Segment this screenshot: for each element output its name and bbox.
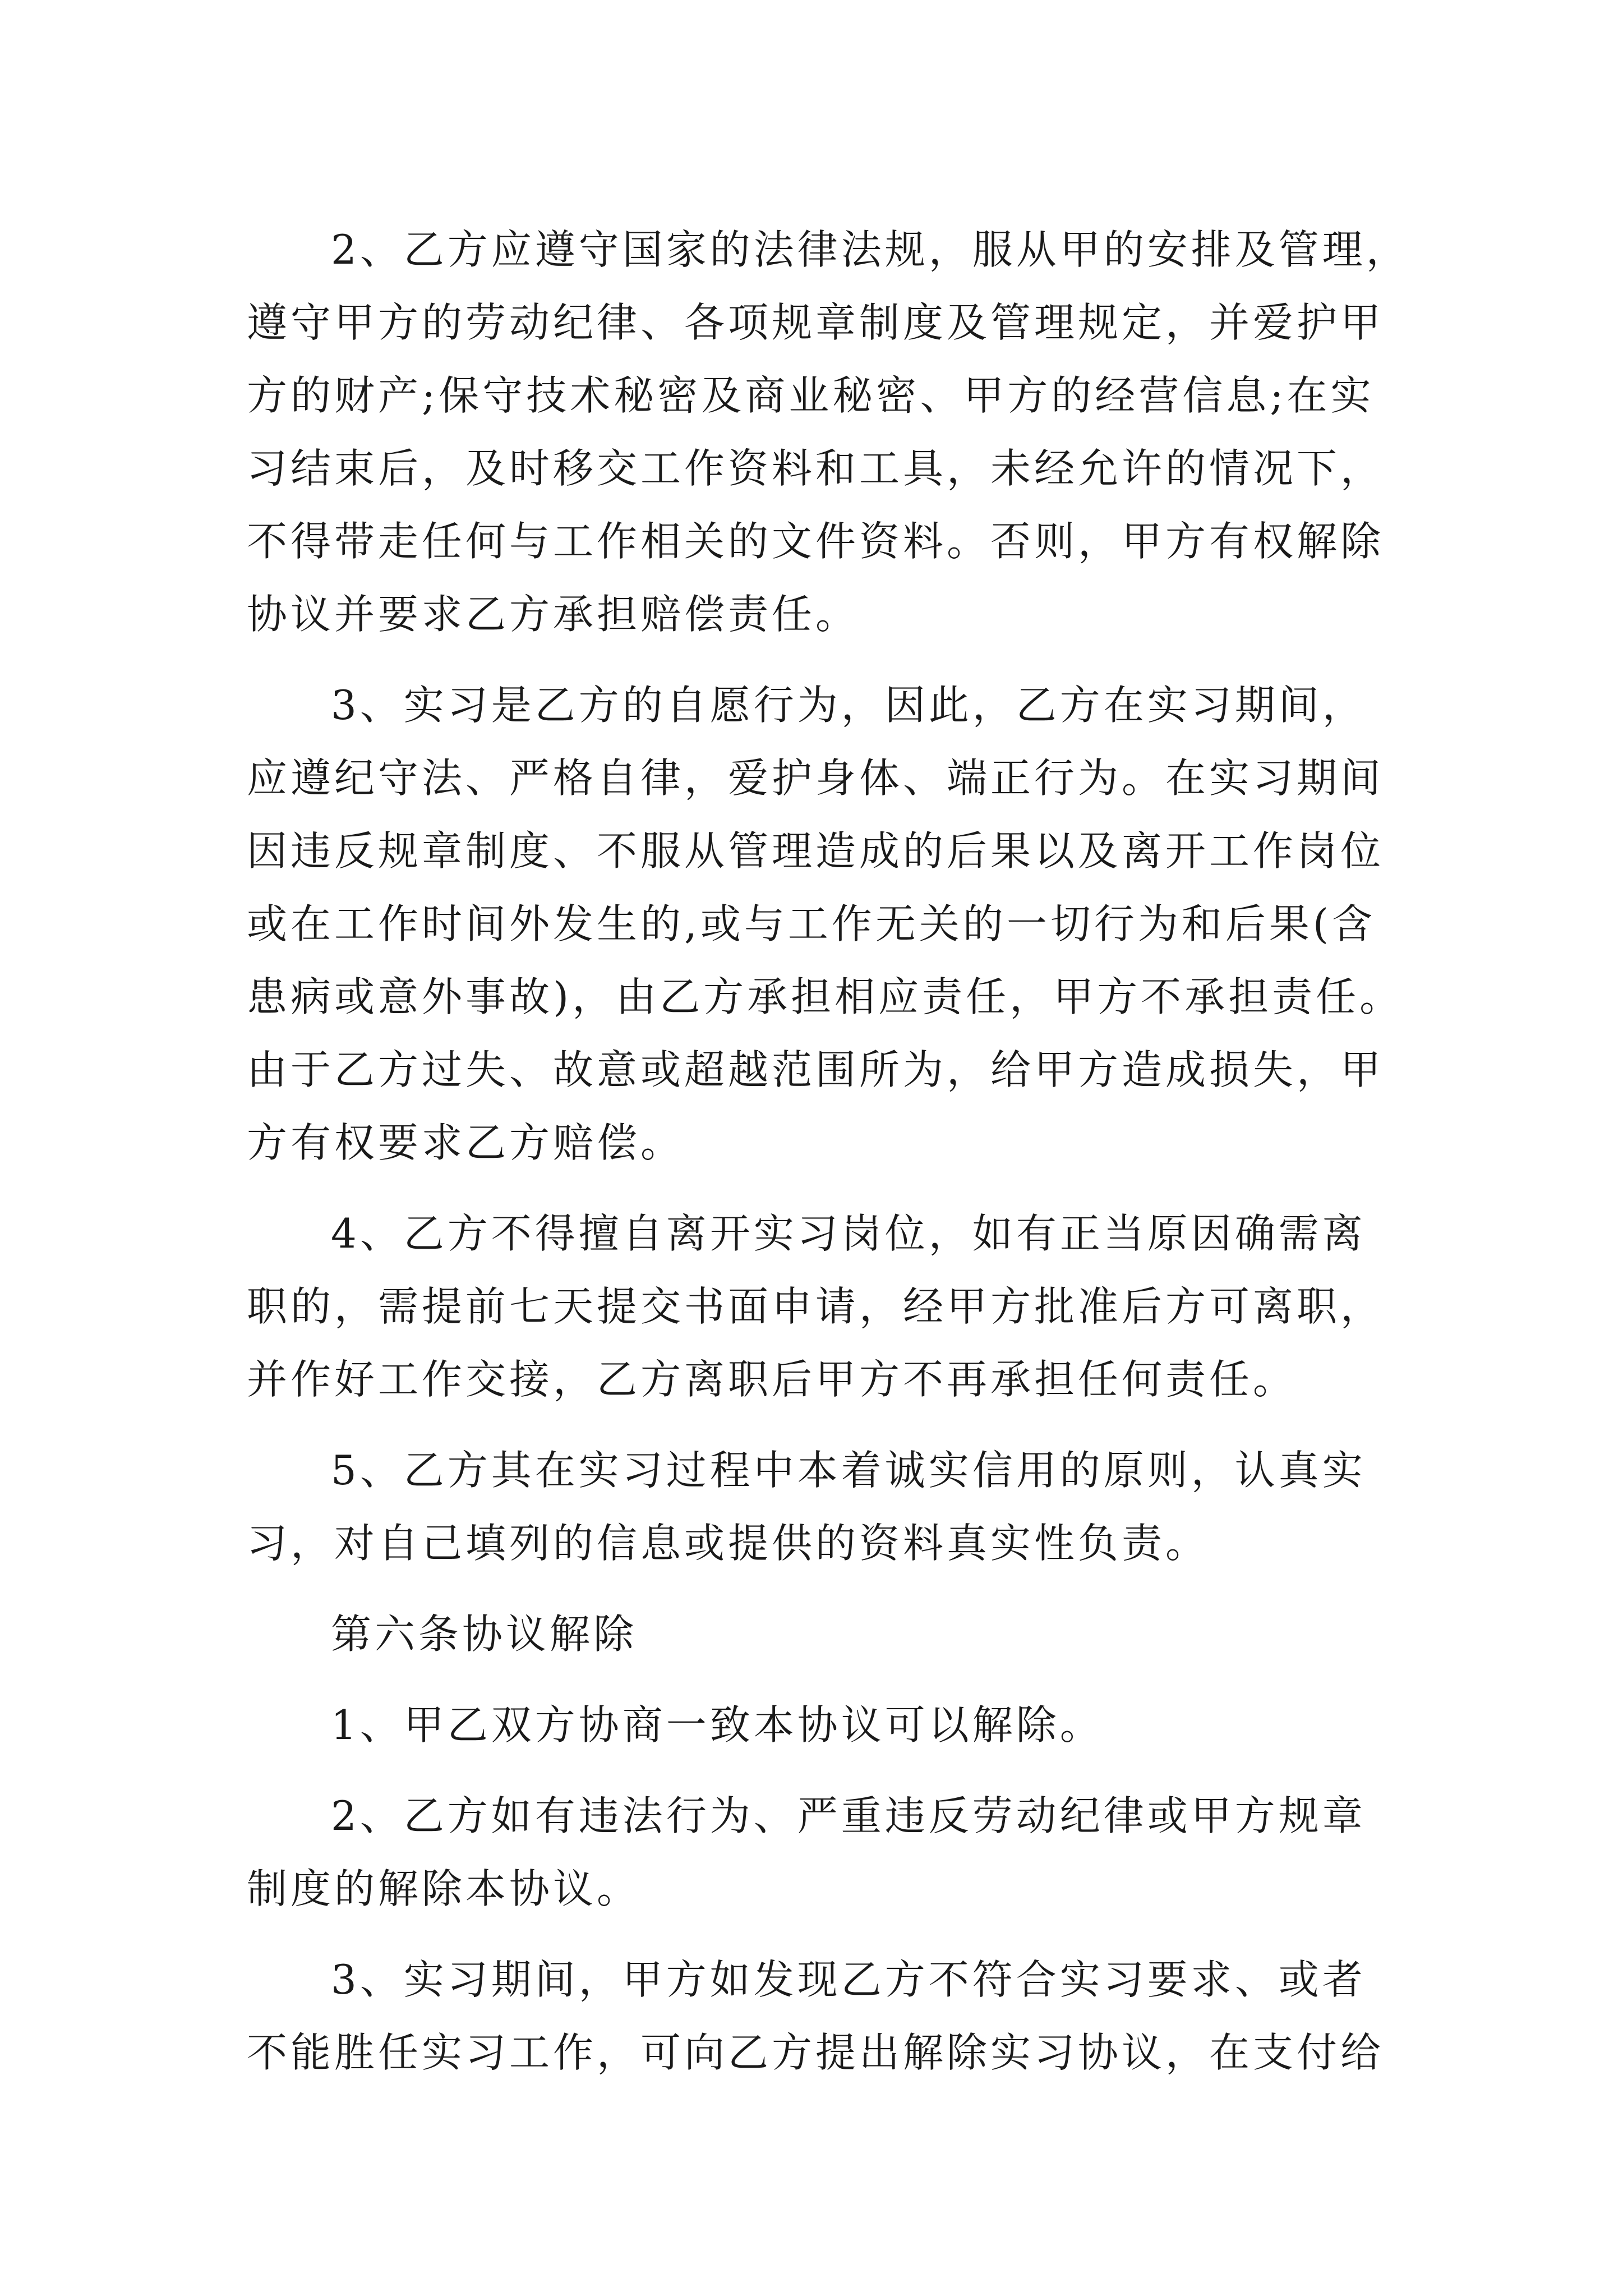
paragraph-line: 遵守甲方的劳动纪律、各项规章制度及管理规定，并爱护甲 <box>247 299 1385 346</box>
paragraph-line: 3、实习是乙方的自愿行为，因此，乙方在实习期间， <box>331 682 1366 729</box>
paragraph-line: 方的财产;保守技术秘密及商业秘密、甲方的经营信息;在实 <box>247 372 1375 419</box>
paragraph-line: 并作好工作交接，乙方离职后甲方不再承担任何责任。 <box>247 1356 1297 1403</box>
paragraph-line: 2、乙方如有违法行为、严重违反劳动纪律或甲方规章 <box>331 1792 1366 1839</box>
paragraph-6-1-mutual <box>247 1688 1380 1761</box>
paragraph-line: 协议并要求乙方承担赔偿责任。 <box>247 591 860 638</box>
paragraph-line: 不能胜任实习工作，可向乙方提出解除实习协议，在支付给 <box>247 2029 1385 2076</box>
paragraph-gap <box>247 1761 1380 1779</box>
paragraph-gap <box>247 1671 1380 1688</box>
paragraph-line: 应遵纪守法、严格自律，爱护身体、端正行为。在实习期间 <box>247 754 1385 802</box>
paragraph-line: 方有权要求乙方赔偿。 <box>247 1119 685 1166</box>
paragraph-gap <box>247 1416 1380 1434</box>
paragraph-line: 习，对自己填列的信息或提供的资料真实性负责。 <box>247 1520 1210 1567</box>
paragraph-4-resignation <box>247 1197 1385 1416</box>
paragraph-line: 习结束后，及时移交工作资料和工具，未经允许的情况下， <box>247 445 1385 492</box>
paragraph-line: 患病或意外事故)，由乙方承担相应责任，甲方不承担责任。 <box>247 973 1404 1020</box>
paragraph-line: 4、乙方不得擅自离开实习岗位，如有正当原因确需离 <box>331 1210 1366 1257</box>
document-body <box>247 213 1410 2089</box>
paragraph-6-2-violation <box>247 1779 1380 1925</box>
paragraph-line: 5、乙方其在实习过程中本着诚实信用的原则，认真实 <box>331 1447 1366 1494</box>
paragraph-3-voluntary <box>247 669 1404 1179</box>
section-title: 第六条协议解除 <box>331 1611 638 1658</box>
paragraph-gap <box>247 651 1380 669</box>
paragraph-gap <box>247 1925 1380 1943</box>
paragraph-5-honesty <box>247 1434 1380 1580</box>
paragraph-line: 1、甲乙双方协商一致本协议可以解除。 <box>331 1701 1104 1749</box>
paragraph-line: 2、乙方应遵守国家的法律法规，服从甲的安排及管理， <box>331 226 1410 273</box>
paragraph-line: 职的，需提前七天提交书面申请，经甲方批准后方可离职， <box>247 1283 1385 1330</box>
section-heading-article-6 <box>247 1598 1380 1671</box>
paragraph-2-obligations <box>247 213 1410 651</box>
paragraph-line: 不得带走任何与工作相关的文件资料。否则，甲方有权解除 <box>247 518 1385 565</box>
paragraph-line: 或在工作时间外发生的,或与工作无关的一切行为和后果(含 <box>247 900 1376 947</box>
paragraph-gap <box>247 1580 1380 1598</box>
paragraph-line: 因违反规章制度、不服从管理造成的后果以及离开工作岗位 <box>247 827 1385 875</box>
paragraph-6-3-unqualified <box>247 1943 1385 2089</box>
paragraph-line: 由于乙方过失、故意或超越范围所为，给甲方造成损失，甲 <box>247 1046 1385 1093</box>
paragraph-line: 制度的解除本协议。 <box>247 1865 641 1912</box>
paragraph-line: 3、实习期间，甲方如发现乙方不符合实习要求、或者 <box>331 1956 1366 2003</box>
paragraph-gap <box>247 1179 1380 1197</box>
